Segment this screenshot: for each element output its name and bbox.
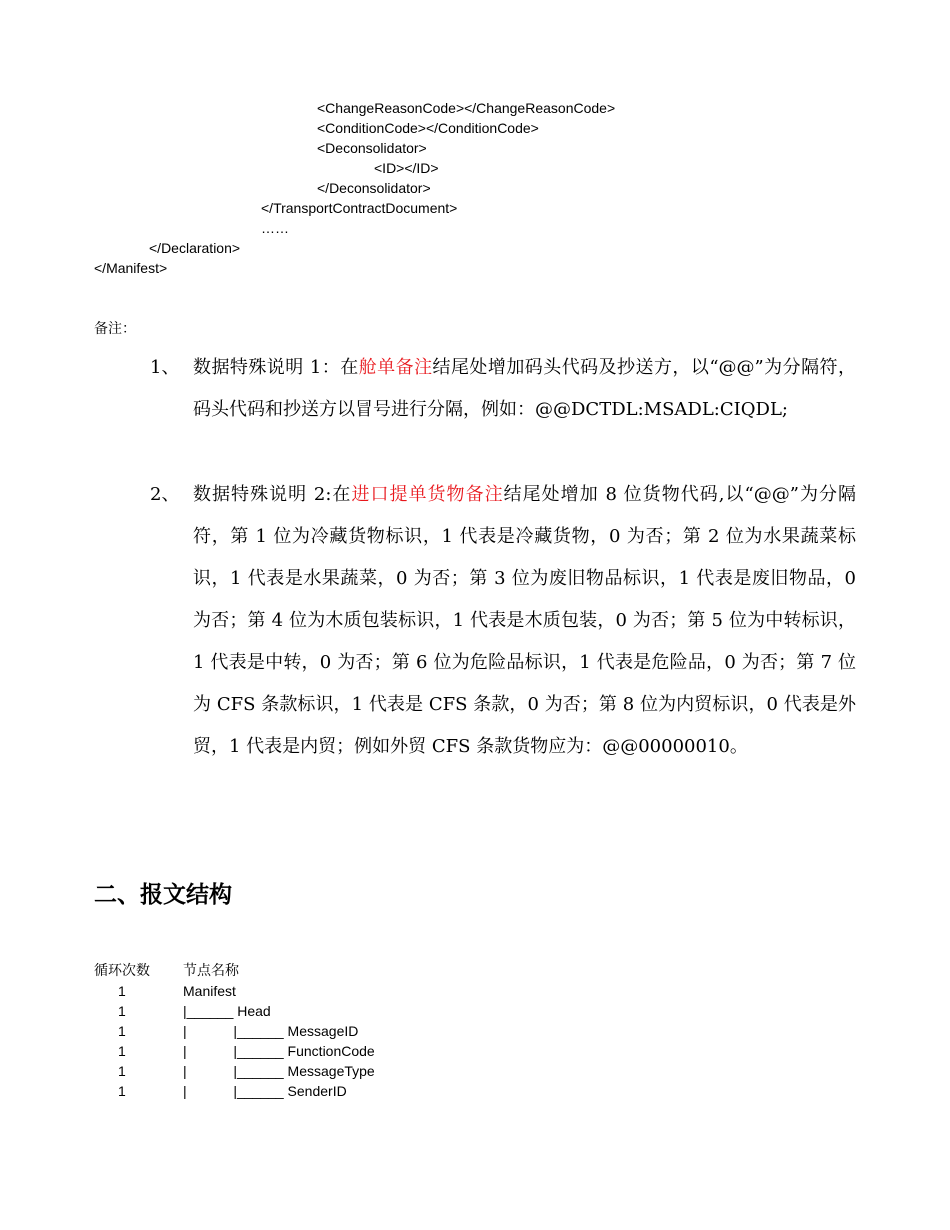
note-text: 数据特殊说明 2:在进口提单货物备注结尾处增加 8 位货物代码,以“@@”为分隔符，第 1 位为冷藏货物标识，1 代表是冷藏货物，0 为否；第 2 位为水果蔬菜标识，1 代表是水果蔬菜，0 为否；第 3 位为废旧物品标识，1 代表是废旧物品，0 为否；第 4 位为木质包装标识，1 代表是木质包装，0 为否；第 5 位为中转标识，1 代表是中转，0 为否；第 6 位为危险品标识，1 代表是危险品，0 为否；第 7 位为 CFS 条款标识，1 代表是 CFS 条款，0 为否；第 8 位为内贸标识，0 代表是外贸，1 代表是内贸；例如外贸 CFS 条款货物应为：@@00000010。: [193, 484, 856, 757]
xml-line: <Deconsolidator>: [317, 140, 427, 156]
note-number: 1、: [150, 357, 180, 378]
loop-count: 1: [118, 1023, 126, 1039]
node-name: | |______ SenderID: [183, 1083, 347, 1099]
loop-count: 1: [118, 1063, 126, 1079]
loop-count: 1: [118, 983, 126, 999]
xml-line: <ChangeReasonCode></ChangeReasonCode>: [317, 100, 616, 116]
section-title: 二、报文结构: [94, 882, 232, 908]
loop-count: 1: [118, 1043, 126, 1059]
node-name: Manifest: [183, 983, 236, 999]
notes-label: 备注：: [94, 321, 136, 337]
xml-line: ……: [261, 220, 289, 236]
xml-line: </TransportContractDocument>: [261, 200, 458, 216]
node-name: | |______ MessageType: [183, 1063, 375, 1079]
xml-line: </Deconsolidator>: [317, 180, 431, 196]
note-number: 2、: [150, 484, 180, 505]
note-highlight: 舱单备注: [358, 357, 433, 378]
node-name: | |______ FunctionCode: [183, 1043, 375, 1059]
column-header-node: 节点名称: [183, 963, 239, 979]
loop-count: 1: [118, 1083, 126, 1099]
xml-line: <ConditionCode></ConditionCode>: [317, 120, 539, 136]
xml-line: <ID></ID>: [374, 160, 439, 176]
xml-line: </Manifest>: [94, 260, 168, 276]
note-highlight: 进口提单货物备注: [351, 484, 504, 505]
note-text: 数据特殊说明 1：在舱单备注结尾处增加码头代码及抄送方，以“@@”为分隔符，码头代码和抄送方以冒号进行分隔，例如：@@DCTDL:MSADL:CIQDL;: [193, 357, 856, 420]
loop-count: 1: [118, 1003, 126, 1019]
note-item: [150, 474, 856, 768]
xml-line: </Declaration>: [149, 240, 241, 256]
node-name: | |______ MessageID: [183, 1023, 359, 1039]
note-item: [150, 347, 856, 431]
node-name: |______ Head: [183, 1003, 271, 1019]
column-header-count: 循环次数: [94, 963, 150, 979]
